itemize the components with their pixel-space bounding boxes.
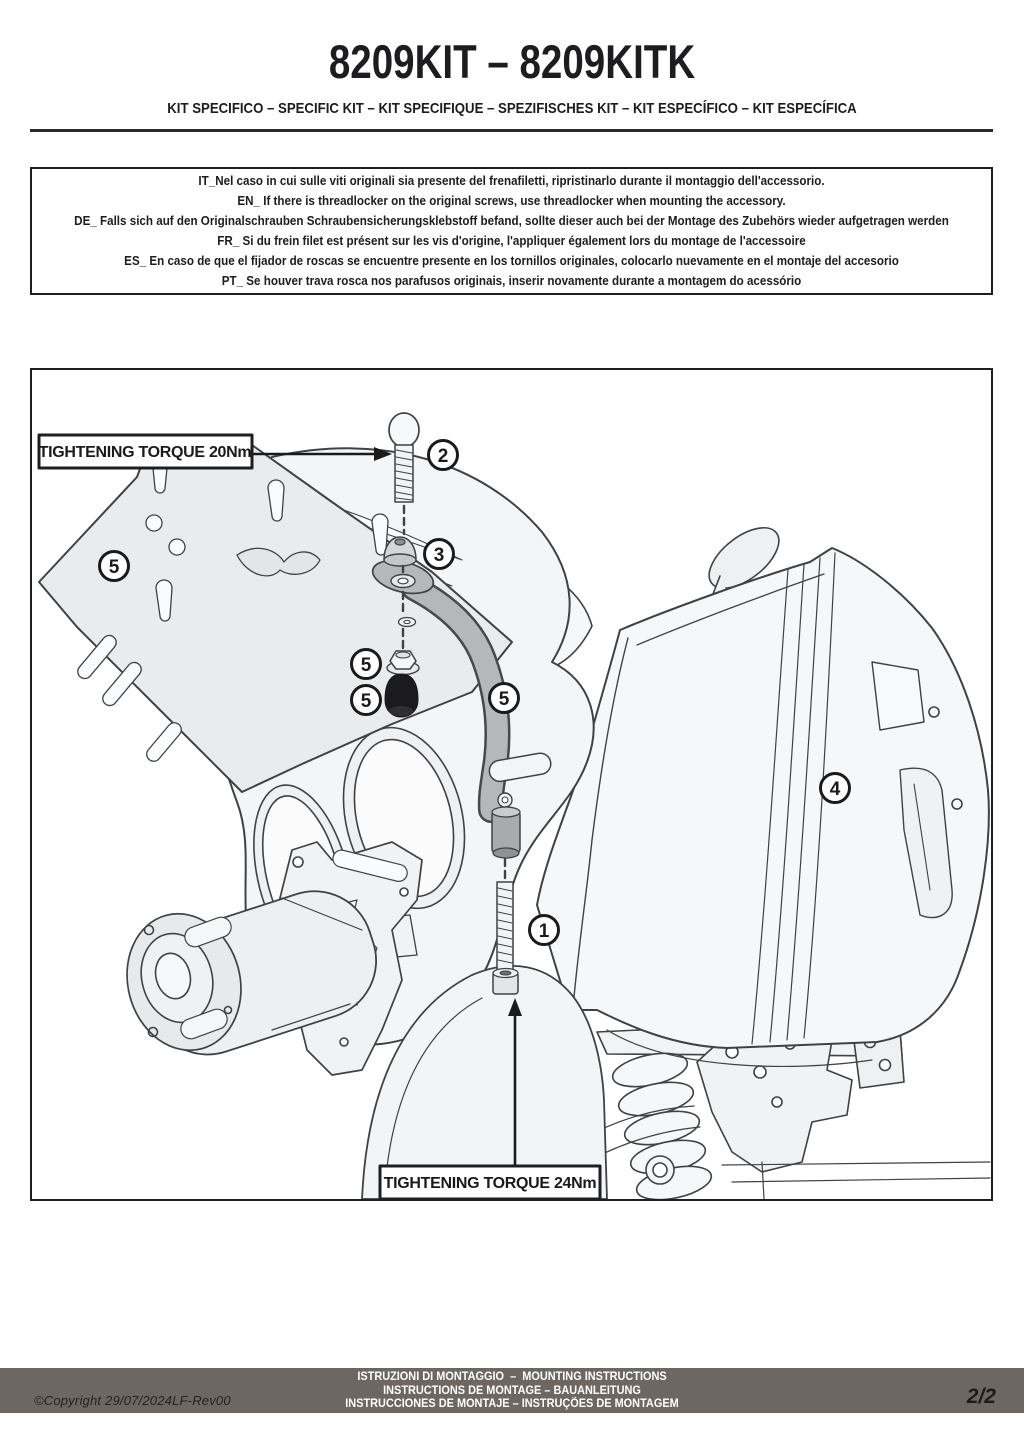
side-case-drawing — [537, 516, 989, 1066]
svg-text:5: 5 — [360, 655, 372, 676]
svg-text:5: 5 — [108, 557, 120, 578]
svg-text:5: 5 — [360, 691, 372, 712]
callout-3 — [425, 540, 454, 569]
footer-line-1: ISTRUZIONI DI MONTAGGIO – MOUNTING INSTRUCTIONS — [357, 1371, 667, 1383]
svg-text:1: 1 — [538, 921, 550, 942]
note-line-fr: FR_ Si du frein filet est présent sur les vis d'origine, l'appliquer également lors du montage de l'accessoire — [217, 234, 806, 248]
svg-text:4: 4 — [829, 779, 841, 800]
copyright-text: ©Copyright 29/07/2024LF-Rev00 — [34, 1393, 231, 1408]
callout-5-nut — [352, 650, 381, 679]
callout-2 — [429, 441, 458, 470]
callout-5-plate — [100, 552, 129, 581]
svg-text:3: 3 — [433, 545, 445, 566]
page-number: 2/2 — [966, 1385, 996, 1408]
threadlocker-note-box — [30, 167, 993, 295]
footer-bar — [0, 1368, 1024, 1413]
note-lines — [66, 171, 958, 291]
torque-label-20nm: TIGHTENING TORQUE 20Nm — [38, 444, 252, 461]
note-line-it: IT_Nel caso in cui sulle viti originali sia presente del frenafiletti, ripristinarlo durante il montaggio dell'accessorio. — [198, 174, 825, 188]
footer-instructions — [0, 1371, 1024, 1412]
torque-label-24nm: TIGHTENING TORQUE 24Nm — [383, 1175, 597, 1192]
footer-line-3: INSTRUCCIONES DE MONTAJE – INSTRUÇÕES DE MONTAGEM — [345, 1398, 679, 1410]
callout-1 — [530, 916, 559, 945]
svg-text:5: 5 — [498, 689, 510, 710]
callout-4 — [821, 774, 850, 803]
page-subtitle: KIT SPECIFICO – SPECIFIC KIT – KIT SPECIFIQUE – SPEZIFISCHES KIT – KIT ESPECÍFICO – KIT ESPECÍFICA — [167, 100, 857, 117]
note-line-de: DE_ Falls sich auf den Originalschrauben Schraubensicherungsklebstoff befand, sollte dieser auch bei der Montage des Zubehörs wieder aufgetragen werden — [74, 214, 949, 228]
footer-line-2: INSTRUCTIONS DE MONTAGE – BAUANLEITUNG — [383, 1384, 641, 1397]
note-line-pt: PT_ Se houver trava rosca nos parafusos originais, inserir novamente durante a montagem do acessório — [221, 274, 802, 288]
svg-text:2: 2 — [437, 446, 449, 467]
page-title: 8209KIT – 8209KITK — [328, 35, 696, 88]
title-divider — [30, 129, 993, 132]
note-line-en: EN_ If there is threadlocker on the original screws, use threadlocker when mounting the accessory. — [237, 194, 786, 208]
assembly-diagram — [32, 370, 991, 1199]
callout-5-bracket — [490, 684, 519, 713]
callout-5-cap — [352, 686, 381, 715]
assembly-diagram-box — [30, 368, 993, 1201]
note-line-es: ES_ En caso de que el fijador de roscas se encuentre presente en los tornillos originales, colocarlo nuevamente en el montaje del accesorio — [124, 254, 899, 268]
